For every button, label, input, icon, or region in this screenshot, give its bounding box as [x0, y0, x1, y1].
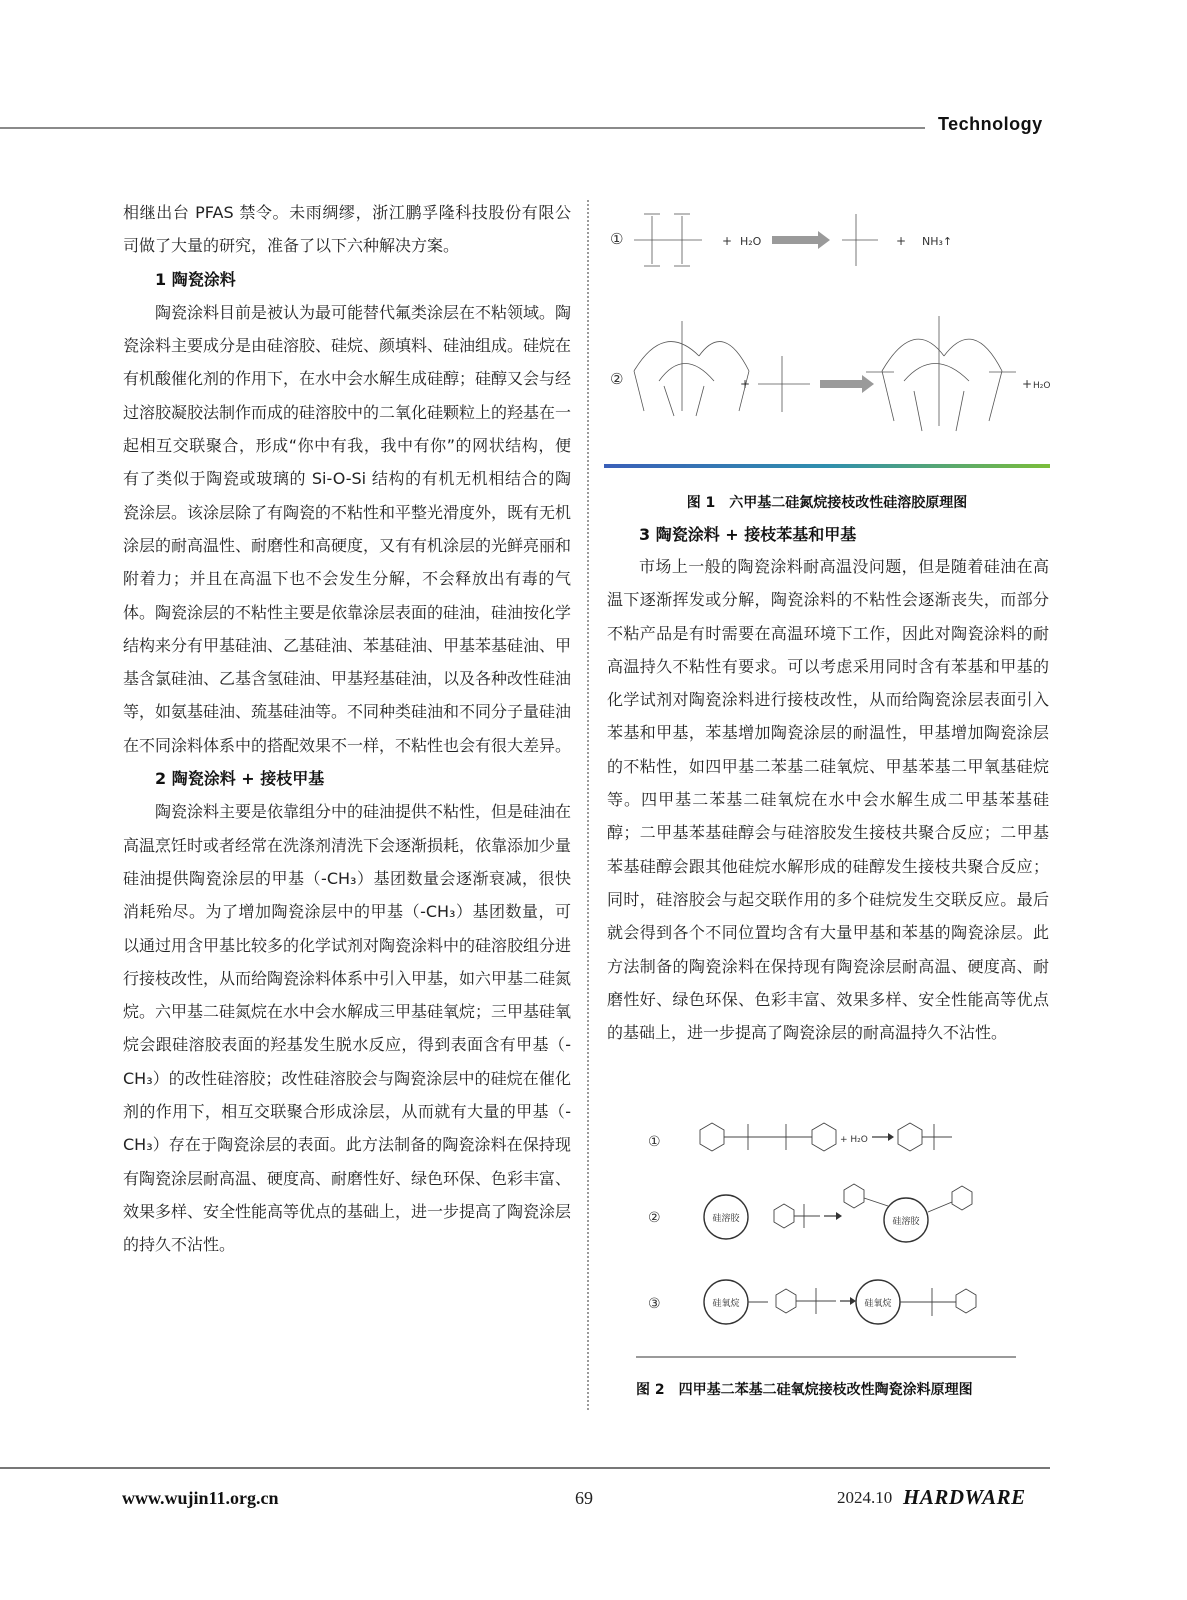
dimethylphenylsilanol-2	[774, 1204, 820, 1228]
paragraph-phenyl-methyl-grafting: 市场上一般的陶瓷涂料耐高温没问题，但是随着硅油在高温下逐渐挥发或分解，陶瓷涂料的不粘性会逐渐丧失，而部分不粘产品是有时需要在高温环境下工作，因此对陶瓷涂料的耐高温持久不粘性有要求。可以考虑采用同时含有苯基和甲基的化学试剂对陶瓷涂料进行接枝改性，从而给陶瓷涂层表面引入苯基和甲基，苯基增加陶瓷涂层的耐温性，甲基增加陶瓷涂层的不粘性，如四甲基二苯基二硅氧烷、甲基苯基二甲氧基硅烷等。四甲基二苯基二硅氧烷在水中会水解生成二甲基苯基硅醇；二甲基苯基硅醇会与硅溶胶发生接枝共聚合反应；二甲基苯基硅醇会跟其他硅烷水解形成的硅醇发生接枝共聚合反应；同时，硅溶胶会与起交联作用的多个硅烷发生交联反应。最后就会得到各个不同位置均含有大量甲基和苯基的陶瓷涂层。此方法制备的陶瓷涂料在保持现有陶瓷涂层耐高温、硬度高、耐磨性好、绿色环保、色彩丰富、效果多样、安全性能高等优点的基础上，进一步提高了陶瓷涂层的耐高温持久不沾性。	[607, 557, 1049, 1043]
figure-1-arrow-1	[772, 231, 830, 249]
figure-1-ammonia: NH₃↑	[922, 235, 953, 248]
figure-1-water-2: H₂O	[1033, 381, 1050, 391]
figure-1-step-2-mark: ②	[610, 370, 624, 388]
right-column	[607, 550, 1049, 1049]
header-rule	[0, 127, 925, 129]
dimethylphenylsilanol	[898, 1123, 952, 1151]
figure-2-step-1-mark: ①	[648, 1134, 661, 1150]
silica-sol-network-1	[634, 321, 749, 416]
grafted-siloxane-chain	[900, 1288, 976, 1316]
trimethylsilanol-molecule	[842, 214, 878, 266]
siloxane-label-2: 硅氧烷	[864, 1299, 892, 1309]
tetramethyldiphenyldisiloxane	[700, 1123, 836, 1151]
magazine-brand: HARDWARE	[903, 1485, 1026, 1509]
paragraph-methyl-grafting: 陶瓷涂料主要是依靠组分中的硅油提供不粘性，但是硅油在高温烹饪时或者经常在洗涤剂清洗下会逐渐损耗，依靠添加少量硅油提供陶瓷涂层的甲基（-CH₃）基团数量会逐渐衰减，很快消耗殆尽。为了增加陶瓷涂层中的甲基（-CH₃）基团数量，可以通过用含甲基比较多的化学试剂对陶瓷涂料中的硅溶胶组分进行接枝改性，从而给陶瓷涂料体系中引入甲基，如六甲基二硅氮烷。六甲基二硅氮烷在水中会水解成三甲基硅氧烷；三甲基硅氧烷会跟硅溶胶表面的羟基发生脱水反应，得到表面含有甲基（-CH₃）的改性硅溶胶；改性硅溶胶会与陶瓷涂层中的硅烷在催化剂的作用下，相互交联聚合形成涂层，从而就有大量的甲基（-CH₃）存在于陶瓷涂层的表面。此方法制备的陶瓷涂料在保持现有陶瓷涂层耐高温、硬度高、耐磨性好、绿色环保、色彩丰富、效果多样、安全性能高等优点的基础上，进一步提高了陶瓷涂层的持久不沾性。	[123, 802, 572, 1255]
figure-2-caption: 图 2 四甲基二苯基二硅氧烷接枝改性陶瓷涂料原理图	[636, 1382, 973, 1398]
silica-sol-label-1: 硅溶胶	[712, 1214, 740, 1224]
paragraph-intro: 相继出台 PFAS 禁令。未雨绸缪，浙江鹏孚隆科技股份有限公司做了大量的研究，准备了以下六种解决方案。	[123, 203, 571, 256]
siloxane-label-1: 硅氧烷	[712, 1299, 740, 1309]
figure-2-step-2-mark: ②	[648, 1210, 661, 1226]
trimethylsilanol-molecule-2	[758, 356, 810, 412]
figure-2-rule	[636, 1356, 1016, 1358]
figure-1-diagram	[604, 196, 1050, 468]
footer-url[interactable]: www.wujin11.org.cn	[122, 1488, 279, 1508]
section-label: Technology	[938, 114, 1043, 134]
figure-1-caption: 图 1 六甲基二硅氮烷接枝改性硅溶胶原理图	[686, 495, 968, 511]
figure-1-plus-3: +	[740, 377, 751, 391]
figure-2-step-3-mark: ③	[648, 1296, 661, 1312]
figure-2-diagram	[636, 1112, 1022, 1352]
section-heading-3: 3 陶瓷涂料 + 接枝苯基和甲基	[639, 525, 857, 544]
footer-rule	[0, 1467, 1050, 1469]
figure-1-water: H₂O	[740, 235, 762, 248]
column-divider	[587, 200, 589, 1410]
section-heading-1: 1 陶瓷涂料	[155, 269, 236, 289]
figure-1-plus-2: +	[896, 234, 907, 248]
dimethylphenylsilanol-3	[748, 1288, 836, 1314]
figure-1-plus-4: +	[1022, 377, 1033, 391]
figure-1-step-1-mark: ①	[610, 230, 624, 248]
page-number: 69	[575, 1488, 593, 1508]
paragraph-ceramic-coating: 陶瓷涂料目前是被认为最可能替代氟类涂层在不粘领域。陶瓷涂料主要成分是由硅溶胶、硅烷、颜填料、硅油组成。硅烷在有机酸催化剂的作用下，在水中会水解生成硅醇；硅醇又会与经过溶胶凝胶法制作而成的硅溶胶中的二氧化硅颗粒上的羟基在一起相互交联聚合，形成“你中有我，我中有你”的网状结构，便有了类似于陶瓷或玻璃的 Si-O-Si 结构的有机无机相结合的陶瓷涂层。该涂层除了有陶瓷的不粘性和平整光滑度外，既有无机涂层的耐高温性、耐磨性和高硬度，又有有机涂层的光鲜亮丽和附着力；并且在高温下也不会发生分解，不会释放出有毒的气体。陶瓷涂层的不粘性主要是依靠涂层表面的硅油，硅油按化学结构来分有甲基硅油、乙基硅油、苯基硅油、甲基苯基硅油、甲基含氯硅油、乙基含氢硅油、甲基羟基硅油，以及各种改性硅油等，如氨基硅油、巯基硅油等。不同种类硅油和不同分子量硅油在不同涂料体系中的搭配效果不一样，不粘性也会有很大差异。	[123, 302, 572, 755]
figure-1-color-rule	[604, 464, 1050, 468]
figure-2-water: + H₂O	[840, 1135, 868, 1145]
figure-1-arrow-2	[820, 375, 874, 393]
hexamethyldisilazane-molecule	[634, 214, 702, 266]
grafted-silica-network	[866, 316, 1016, 431]
section-heading-2: 2 陶瓷涂料 + 接枝甲基	[155, 769, 325, 789]
left-column	[123, 196, 571, 1262]
issue-date: 2024.10	[837, 1488, 893, 1507]
silica-sol-label-2: 硅溶胶	[892, 1217, 920, 1227]
figure-1-plus-1: +	[722, 234, 733, 248]
